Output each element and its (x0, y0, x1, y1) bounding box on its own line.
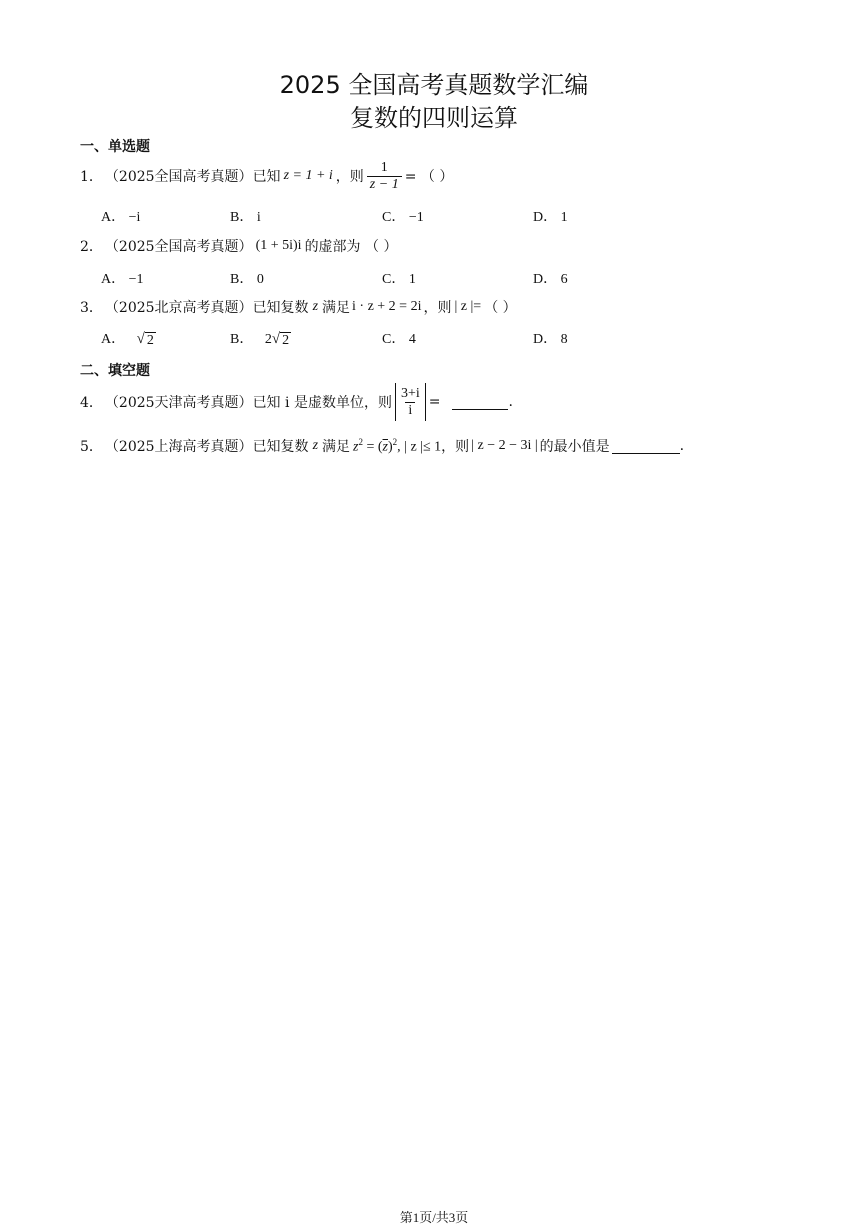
option-label: A． (101, 332, 126, 347)
question-number: 4． (80, 395, 103, 411)
sqrt-icon: √ (271, 331, 281, 347)
option-label: B． (230, 332, 254, 347)
question-number: 2． (80, 239, 103, 255)
question-text: 已知复数 (252, 300, 309, 316)
option-c[interactable]: C． −1 (382, 210, 424, 225)
math-fraction (367, 160, 402, 193)
fraction-denominator: i (405, 402, 415, 419)
z-conjugate: $\overline{z}$ (382, 439, 388, 455)
math-expression: i · z + 2 = 2i (352, 299, 422, 314)
sqrt-radicand: 2 (146, 333, 154, 348)
question-number: 5． (80, 439, 103, 455)
sqrt-expression (137, 331, 156, 348)
question-text: = （ ） (404, 169, 454, 185)
question-source: （2025上海高考真题） (104, 439, 253, 455)
math-expression: | z − 2 − 3i | (471, 438, 538, 453)
fraction-numerator: 3+i (400, 385, 420, 401)
question-number: 3． (80, 300, 103, 316)
question-text: （ ） (484, 300, 517, 316)
sqrt-expression (272, 331, 291, 348)
question-3 (80, 297, 517, 317)
question-text: 的最小值是 (539, 439, 610, 455)
question-text: 已知 (252, 169, 281, 185)
question-source: （2025北京高考真题） (104, 300, 253, 316)
option-d[interactable]: D． 8 (533, 332, 568, 347)
fraction-denominator: z − 1 (367, 176, 402, 193)
question-4 (80, 382, 513, 422)
math-expression: $z^2 = (\overline{z})^2$, | z |≤ 1 (353, 436, 442, 455)
question-text: . (508, 394, 513, 410)
question-number: 1． (80, 169, 103, 185)
question-text: ，则 (441, 439, 470, 455)
question-text: . (679, 438, 685, 454)
math-expression: | z |= (454, 299, 482, 314)
answer-blank[interactable] (612, 439, 680, 454)
page-footer: 第1页/共3页 (399, 1210, 469, 1225)
absolute-value (395, 383, 426, 421)
question-text: 的虚部为 （ ） (304, 239, 398, 255)
option-b[interactable] (230, 328, 291, 348)
question-source: （2025全国高考真题） (104, 169, 253, 185)
question-1 (80, 157, 453, 195)
section-fill-blank: 二、填空题 (80, 363, 150, 379)
option-a[interactable]: A． −i (101, 210, 141, 225)
question-2 (80, 236, 397, 256)
fraction-numerator: 1 (380, 159, 388, 175)
math-expression: z = 1 + i (283, 168, 333, 183)
option-c[interactable]: C． 4 (382, 332, 416, 347)
section-single-choice: 一、单选题 (80, 139, 150, 155)
option-c[interactable]: C． 1 (382, 272, 416, 287)
option-a[interactable] (101, 328, 156, 348)
question-text: ，则 (335, 169, 364, 185)
option-d[interactable]: D． 6 (533, 272, 568, 287)
math-expression: (1 + 5i)i (255, 238, 302, 253)
question-source: （2025全国高考真题） (104, 239, 253, 255)
question-text: 已知复数 (252, 439, 309, 455)
question-source: （2025天津高考真题） (104, 395, 253, 411)
sqrt-icon: √ (136, 331, 145, 347)
option-b[interactable]: B． i (230, 210, 261, 225)
question-text: 满足 (322, 439, 351, 455)
question-text: 已知 i 是虚数单位，则 (252, 395, 392, 411)
option-a[interactable]: A． −1 (101, 272, 144, 287)
sqrt-radicand: 2 (282, 333, 290, 348)
math-fraction (398, 386, 423, 419)
question-text: 满足 (322, 300, 351, 316)
coefficient: 2 (264, 332, 272, 347)
answer-blank[interactable] (452, 395, 508, 410)
option-d[interactable]: D． 1 (533, 210, 568, 225)
doc-subtitle: 复数的四则运算 (350, 104, 518, 132)
question-text: = (428, 394, 441, 410)
doc-title: 2025 全国高考真题数学汇编 (279, 71, 589, 99)
question-text: ，则 (423, 300, 452, 316)
option-b[interactable]: B． 0 (230, 272, 264, 287)
question-5 (80, 436, 684, 456)
math-variable: z (312, 438, 319, 453)
math-variable: z (312, 299, 319, 314)
